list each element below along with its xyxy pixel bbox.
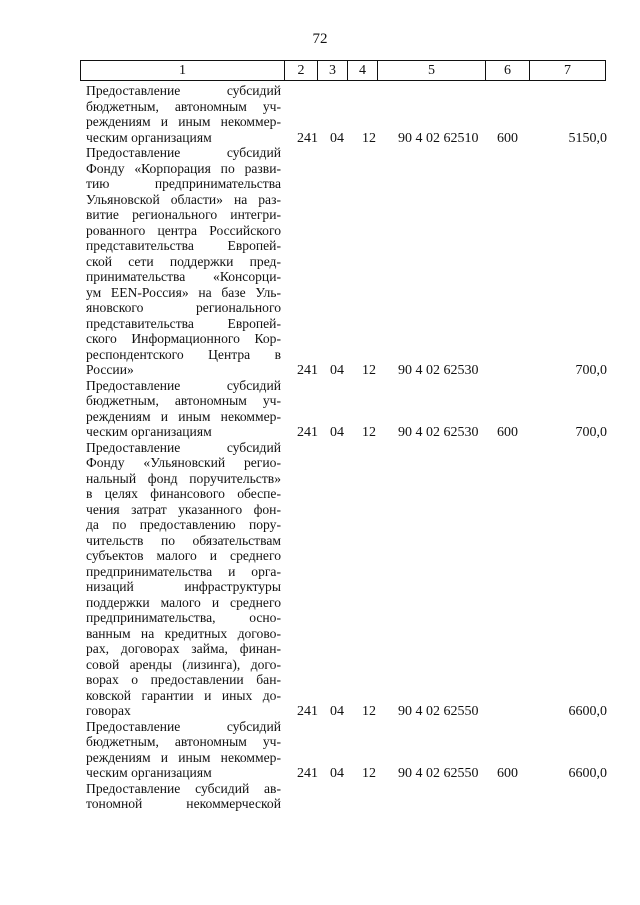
description-line: респондентского Центра в [86,346,281,362]
description-line: тономной некоммерческой [86,796,281,811]
row-description [86,145,281,378]
description-line: Предоставление субсидий [86,145,281,160]
description-line: реждениям и иным некоммер- [86,408,281,424]
cell-c3: 04 [330,425,344,440]
row-description [86,719,281,781]
cell-c4: 12 [362,704,376,719]
description-line: чения затрат указанного фон- [86,501,281,517]
description-line: рованного центра Российского [86,222,281,238]
description-line: Ульяновской области» на раз- [86,191,281,207]
cell-c5: 90 4 02 62550 [398,704,479,719]
cell-c6: 600 [497,130,518,146]
description-line: реждениям и иным некоммер- [86,749,281,765]
description-line: ческим организациям [86,129,212,145]
cell-c5: 90 4 02 62550 [398,766,479,781]
header-col-4: 4 [347,61,377,80]
description-line: бюджетным, автономным уч- [86,98,281,114]
description-line: ум EEN-Россия» на базе Уль- [86,284,281,300]
cell-c4: 12 [362,766,376,781]
description-line: представительства Европей- [86,238,281,253]
description-line: субъектов малого и среднего [86,548,281,563]
cell-c5: 90 4 02 62510 [398,130,479,146]
description-line: низаций инфраструктуры [86,579,281,594]
description-line: ческим организациям [86,424,212,439]
description-line: предпринимательства и орга- [86,563,281,579]
description-line: витие регионального интегри- [86,207,281,222]
header-col-3: 3 [317,61,347,80]
description-line: нальный фонд поручительств» [86,470,281,486]
description-line: Фонду «Ульяновский регио- [86,455,281,470]
cell-c3: 04 [330,130,344,146]
cell-c3: 04 [330,766,344,781]
row-description [86,83,281,145]
description-line: предпринимательства, осно- [86,610,281,625]
page-number: 72 [312,31,328,47]
cell-c7: 700,0 [575,425,607,440]
description-line: говорах [86,703,131,718]
description-line: России» [86,362,134,377]
cell-c6: 600 [497,425,518,440]
row-description [86,781,281,812]
description-line: ческим организациям [86,765,212,780]
cell-c3: 04 [330,704,344,719]
description-line: Фонду «Корпорация по разви- [86,160,281,176]
cell-c7: 700,0 [575,363,607,378]
description-line: ского Информационного Кор- [86,331,281,346]
description-line: реждениям и иным некоммер- [86,114,281,129]
cell-c3: 04 [330,363,344,378]
description-line: принимательства «Консорци- [86,269,281,284]
cell-c5: 90 4 02 62530 [398,425,479,440]
cell-c2: 241 [297,130,318,146]
description-line: Предоставление субсидий [86,377,281,393]
description-line: рах, договорах займа, финан- [86,641,281,656]
description-line: ворах о предоставлении бан- [86,672,281,687]
header-col-1: 1 [80,61,284,80]
description-line: Предоставление субсидий [86,718,281,734]
description-line: ковской гарантии и иных до- [86,687,281,703]
description-line: поддержки малого и среднего [86,594,281,610]
table-header-row [80,60,606,81]
description-line: чительств по обязательствам [86,532,281,548]
description-line: ской сети поддержки пред- [86,253,281,269]
description-line: яновского регионального [86,300,281,315]
row-description [86,378,281,440]
cell-c2: 241 [297,766,318,781]
cell-c2: 241 [297,425,318,440]
description-line: Предоставление субсидий [86,83,281,98]
cell-c4: 12 [362,425,376,440]
cell-c7: 6600,0 [568,704,607,719]
cell-c2: 241 [297,704,318,719]
header-col-6: 6 [485,61,529,80]
description-line: ванным на кредитных догово- [86,625,281,641]
description-line: представительства Европей- [86,315,281,331]
cell-c5: 90 4 02 62530 [398,363,479,378]
header-col-2: 2 [284,61,317,80]
description-line: бюджетным, автономным уч- [86,734,281,749]
header-col-5: 5 [377,61,485,80]
cell-c7: 5150,0 [568,130,607,146]
description-line: да по предоставлению пору- [86,517,281,532]
description-line: Предоставление субсидий [86,439,281,455]
cell-c4: 12 [362,130,376,146]
description-line: совой аренды (лизинга), дого- [86,656,281,672]
cell-c4: 12 [362,363,376,378]
header-col-7: 7 [529,61,606,80]
cell-c2: 241 [297,363,318,378]
description-line: тию предпринимательства [86,176,281,191]
description-line: бюджетным, автономным уч- [86,393,281,408]
cell-c7: 6600,0 [568,766,607,781]
cell-c6: 600 [497,766,518,781]
description-line: в целях финансового обеспе- [86,486,281,501]
row-description [86,440,281,719]
description-line: Предоставление субсидий ав- [86,780,281,796]
